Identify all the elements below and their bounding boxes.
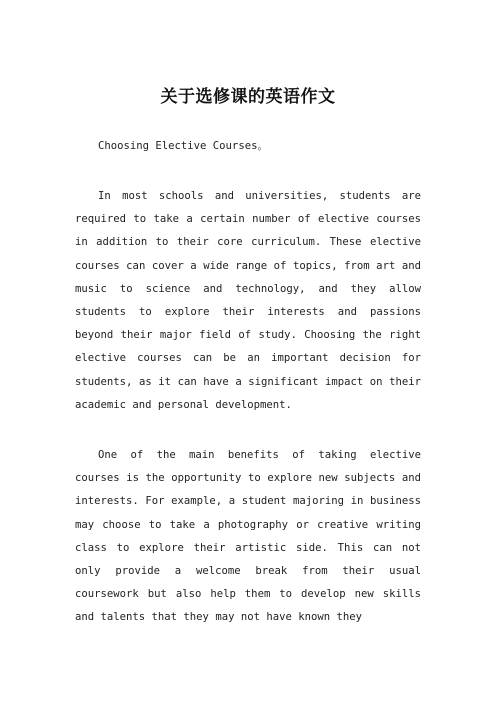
essay-subtitle: Choosing Elective Courses。 (98, 140, 269, 152)
paragraph-2: One of the main benefits of taking elective courses is the opportunity to explore new subjects and interests. For example, a student majoring in business may choose to take a photography or creative writing class to explore their artistic side. This can not only provide a welcome break from their usual coursework but also help them to develop new skills and talents that they may not have known they (75, 449, 421, 624)
paragraph-1: In most schools and universities, students are required to take a certain number of elective courses in addition to their core curriculum. These elective courses can cover a wide range of topics, from art and music to science and technology, and they allow students to explore their interests and passions beyond their major field of study. Choosing the right elective courses can be an important decision for students, as it can have a significant impact on their academic and personal development. (75, 190, 421, 411)
page-title: 关于选修课的英语作文 (160, 87, 336, 107)
